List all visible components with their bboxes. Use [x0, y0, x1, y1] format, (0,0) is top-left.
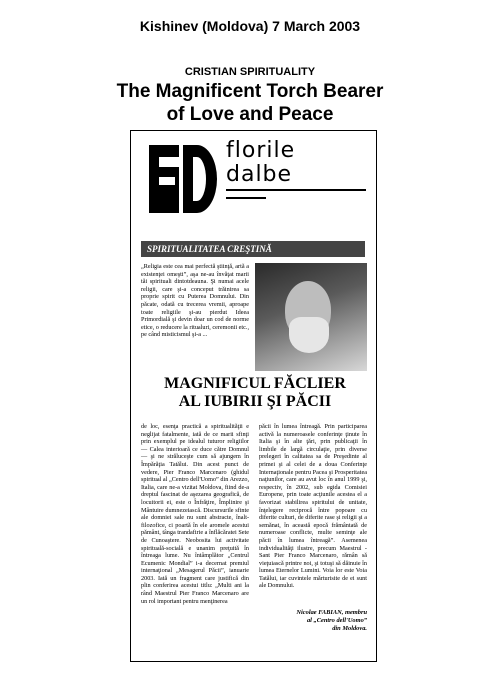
rubric: CRISTIAN SPIRITUALITY — [184, 66, 316, 78]
headline-line-1: MAGNIFICUL FĂCLIER — [164, 375, 346, 392]
masthead-rule-short — [226, 197, 266, 199]
title-line-2: of Love and Peace — [166, 104, 334, 125]
section-label: SPIRITUALITATEA CREŞTINĂ — [141, 241, 365, 257]
newspaper-name-line-1: florile — [226, 138, 296, 163]
intro-paragraph: „Religia este cea mai perfectă ştiinţă, artă a existenţei omeşti”, aşa ne-au învăţat marii tăi spirituali dintotdeauna. Şi numai acele religii, care şi-a conceput trăinirea sa proprie spirit cu Puterea Domnului. Din păcate, odată cu trecerea vremii, aproape toate religiile şi-au pierdut Ideea Primordială şi devin doar un cod de norme etice, o reducere la ritualuri, ceremonii etc., pe când misticismul şi-a ... — [141, 263, 249, 339]
signature-line-3: din Moldova. — [332, 625, 367, 632]
portrait-photo — [255, 263, 367, 371]
signature-line-1: Nicolae FABIAN, membru — [296, 609, 367, 616]
page-title — [0, 80, 500, 126]
article-column-left: de loc, esenţa practică a spiritualităţii e neglijat fatalmente, iată de ce marii sfinţi prin exemplul pe idealul tuturor religiilor — Calea interioară ce duce către Domnul — şi ne străluceşte cum să ajungem în Împărăţia Tatălui. Din acest punct de vedere, Pier Franco Marcenaro (ghidul spiritual al „Centro dell'Uomo” din Arezzo, Italia, care ne-a vizitat Moldova, fiind de-a dreptul fascinat de aşezarea geografică, de locuitorii ei, este o Înfrăţire, Împlinire şi Mântuire dumnezeiască. Discursurile sfinte ale domniei sale nu sunt abstracte, înalt-filozofice, ci poartă în ele aromele acestui pământ, tânga trandafirie a înflăcăratei Sete de Cunoaştere. Neobosita lui activitate spirituală-socială e unanim preţuită în întreaga lume. Nu întâmplător „Centrul Ecumenic Mondial” i-a decernat premiul internaţional „Mesagerul Păcii”, ianuarie 2003. Iată un fragment care justifică din plin conferirea acestui titlu: „Multi ani la rând Maestrul Pier Franco Marcenaro are un rol important pentru menţinerea — [141, 423, 249, 605]
newspaper-name-line-2: dalbe — [226, 162, 293, 187]
masthead-rule — [226, 189, 366, 195]
newspaper-logo-icon — [147, 143, 219, 215]
newspaper-clipping — [130, 130, 377, 662]
article-column-right: păcii în lumea întreagă. Prin participarea activă la numeroasele conferinţe ţinute în Italia şi în alte ţări, prin publicaţii în limbile de largă circulaţie, prin diverse prelegeri în calitatea sa de Preşedinte al primei şi al celei de a doua Conferinţe Internaţionale pentru Pacea şi Prosperitatea naţiunilor, care au avut loc în anul 1999 şi, respectiv, în 2002, sub egida Comisiei Europene, prin toate acţiunile acestea el a favorizat stabilirea spiritului de unitate, înţelegere reciprocă între popoare cu diferite culturi, de diferite rase şi religii şi a semănat, în această epocă frământată de numeroase conflicte, multe seminţe ale păcii în lumea întreagă”. Asemenea individualităţi ilustre, precum Maestrul - Sant Pier Franco Marcenaro, rămân să vieţuiască printre noi, şi totuşi să dăinuie în lumea Eternelor Lumini. Voia lor este Voia Tatălui, iar cuvintele mărturisite de ei sunt ale Domnului. — [259, 423, 367, 590]
article-headline — [141, 375, 369, 411]
signature-line-2: al „Centro dell'Uomo” — [306, 617, 367, 624]
title-line-1: The Magnificent Torch Bearer — [116, 81, 384, 102]
dateline: Kishinev (Moldova) 7 March 2003 — [139, 18, 361, 34]
portrait-beard — [289, 317, 329, 353]
author-signature — [259, 609, 367, 633]
newspaper-name — [226, 139, 295, 187]
headline-line-2: AL IUBIRII ŞI PĂCII — [178, 393, 332, 410]
